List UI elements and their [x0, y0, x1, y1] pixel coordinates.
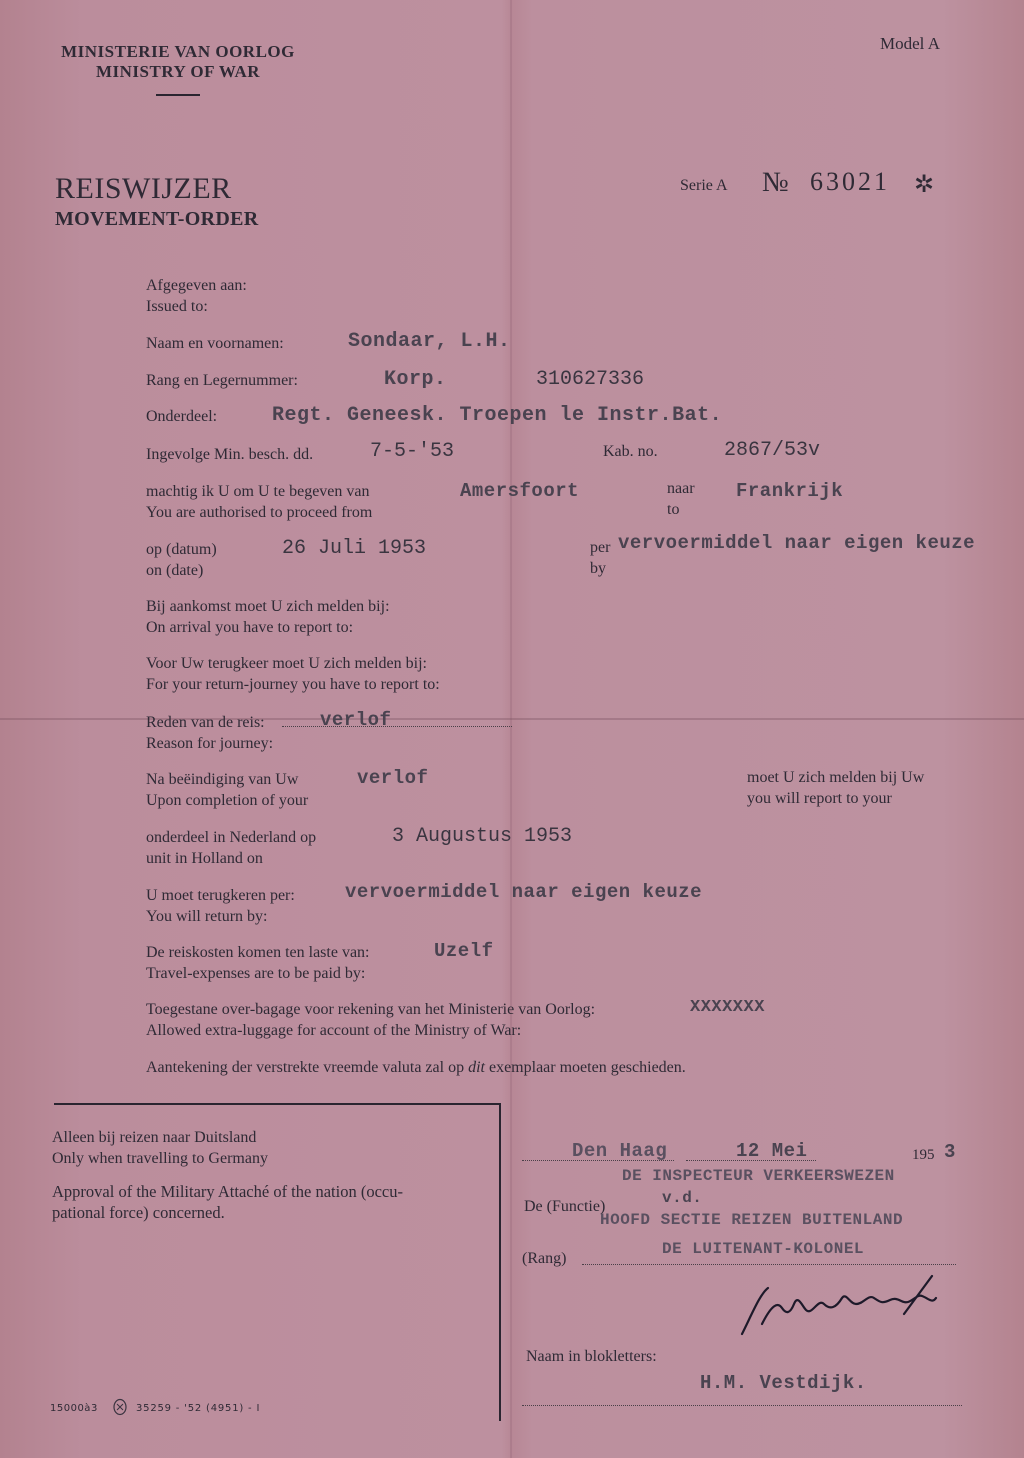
return-by-en: You will return by: [146, 908, 268, 925]
arrival-nl: Bij aankomst moet U zich melden bij: [146, 598, 390, 615]
return-report-en: For your return-journey you have to report to: [146, 676, 440, 693]
expenses-value: Uzelf [434, 940, 494, 962]
completion-value: verlof [357, 767, 429, 789]
completion-en: Upon completion of your [146, 792, 309, 809]
heading-rule [156, 94, 200, 96]
date-label-en: on (date) [146, 562, 204, 579]
ministry-heading [56, 42, 300, 82]
sign-day-month: 12 Mei [736, 1140, 808, 1162]
expenses-nl: De reiskosten komen ten laste van: [146, 944, 370, 961]
unit-date: 3 Augustus 1953 [392, 825, 573, 848]
function-label: De (Functie) [524, 1198, 606, 1215]
unit-en: unit in Holland on [146, 850, 263, 867]
luggage-value: XXXXXXX [690, 998, 765, 1017]
rank-dotted-line [582, 1264, 956, 1265]
completion-label [146, 769, 308, 811]
valuta-note-post: exemplaar moeten geschieden. [488, 1059, 686, 1076]
handwritten-signature [732, 1274, 947, 1344]
serie-label: Serie A [680, 177, 728, 194]
germany-box-right-border [499, 1103, 501, 1421]
valuta-note-pre: Aantekening der verstrekte vreemde valuta zal op [146, 1059, 465, 1076]
unit-label: Onderdeel: [146, 408, 218, 425]
return-by-label [146, 885, 295, 927]
issued-nl: Afgegeven aan: [146, 277, 247, 294]
arrival-label [146, 596, 390, 638]
from-value: Amersfoort [460, 480, 580, 502]
sign-year-prefix: 195 [912, 1147, 935, 1163]
print-code-a: 15000à3 [50, 1403, 98, 1414]
print-code-b: 35259 - '52 (4951) - I [136, 1403, 261, 1414]
reason-value: verlof [320, 709, 392, 731]
office-line3: HOOFD SECTIE REIZEN BUITENLAND [600, 1211, 904, 1229]
rank-value: Korp. [384, 368, 447, 391]
approval-line2: pational force) concerned. [52, 1203, 225, 1222]
date-label [146, 539, 217, 581]
unit-value: Regt. Geneesk. Troepen le Instr.Bat. [272, 404, 723, 427]
fold-line-vertical [510, 0, 512, 1458]
number-symbol: № [762, 167, 789, 198]
name-label: Naam en voornamen: [146, 335, 284, 352]
asterisk-mark: ✲ [914, 172, 935, 198]
germany-box-top-border [54, 1103, 500, 1105]
luggage-nl: Toegestane over-bagage voor rekening van het Ministerie van Oorlog: [146, 1001, 596, 1018]
rank-sign-label: (Rang) [522, 1250, 567, 1267]
unit-nl-label [146, 827, 316, 869]
block-letters-value: H.M. Vestdijk. [700, 1372, 867, 1394]
document-title: REISWIJZER [55, 172, 232, 205]
report-nl: moet U zich melden bij Uw [747, 769, 925, 786]
valuta-note-em: dit [468, 1059, 485, 1076]
germany-line2: Only when travelling to Germany [52, 1150, 268, 1167]
to-label-nl: naar [667, 480, 695, 497]
kab-label: Kab. no. [603, 443, 658, 460]
from-label [146, 481, 372, 523]
office-line2: v.d. [662, 1189, 703, 1207]
return-by-value: vervoermiddel naar eigen keuze [345, 881, 703, 903]
name-dotted-line [522, 1405, 962, 1406]
serial-number: 63021 [810, 167, 890, 196]
arrival-en: On arrival you have to report to: [146, 619, 354, 636]
reason-nl: Reden van de reis: [146, 714, 265, 731]
issued-label [146, 275, 247, 317]
valuta-note [146, 1057, 686, 1078]
report-label [747, 767, 924, 809]
sign-place: Den Haag [572, 1140, 668, 1162]
germany-line1: Alleen bij reizen naar Duitsland [52, 1129, 257, 1146]
army-number: 310627336 [536, 368, 645, 391]
approval-text [52, 1181, 403, 1223]
report-en: you will report to your [747, 790, 892, 807]
date-label-nl: op (datum) [146, 541, 217, 558]
reason-label [146, 712, 273, 754]
by-label-nl: per [590, 539, 611, 556]
by-value: vervoermiddel naar eigen keuze [618, 532, 976, 554]
by-label-en: by [590, 560, 606, 577]
expenses-en: Travel-expenses are to be paid by: [146, 965, 366, 982]
expenses-label [146, 942, 370, 984]
block-letters-label: Naam in blokletters: [526, 1348, 657, 1365]
document-subtitle: MOVEMENT-ORDER [55, 208, 259, 230]
luggage-label [146, 999, 595, 1041]
unit-nl: onderdeel in Nederland op [146, 829, 317, 846]
from-label-en: You are authorised to proceed from [146, 504, 373, 521]
to-label [667, 478, 695, 520]
issued-en: Issued to: [146, 298, 208, 315]
date-value: 26 Juli 1953 [282, 537, 427, 560]
kab-value: 2867/53v [724, 439, 821, 462]
germany-heading [52, 1127, 268, 1169]
decision-label: Ingevolge Min. besch. dd. [146, 446, 314, 463]
return-report-nl: Voor Uw terugkeer moet U zich melden bij: [146, 655, 427, 672]
office-line1: DE INSPECTEUR VERKEERSWEZEN [622, 1167, 895, 1185]
sign-year-suffix: 3 [944, 1141, 956, 1163]
ministry-en: MINISTRY OF WAR [95, 62, 260, 81]
from-label-nl: machtig ik U om U te begeven van [146, 483, 370, 500]
approval-line1: Approval of the Military Attaché of the nation (occu- [52, 1182, 403, 1201]
ministry-nl: MINISTERIE VAN OORLOG [61, 42, 295, 61]
model-label: Model A [880, 34, 940, 53]
to-value: Frankrijk [736, 480, 844, 502]
printer-crest-icon [112, 1398, 128, 1416]
return-report-label [146, 653, 440, 695]
luggage-en: Allowed extra-luggage for account of the Ministry of War: [146, 1022, 522, 1039]
to-label-en: to [667, 501, 680, 518]
decision-value: 7-5-'53 [370, 440, 455, 463]
rank-sign-value: DE LUITENANT-KOLONEL [662, 1240, 865, 1258]
name-value: Sondaar, L.H. [348, 330, 511, 353]
reason-en: Reason for journey: [146, 735, 274, 752]
rank-label: Rang en Legernummer: [146, 372, 298, 389]
reason-dotted-line [282, 726, 512, 727]
completion-nl: Na beëindiging van Uw [146, 771, 299, 788]
by-label [590, 537, 610, 579]
return-by-nl: U moet terugkeren per: [146, 887, 295, 904]
